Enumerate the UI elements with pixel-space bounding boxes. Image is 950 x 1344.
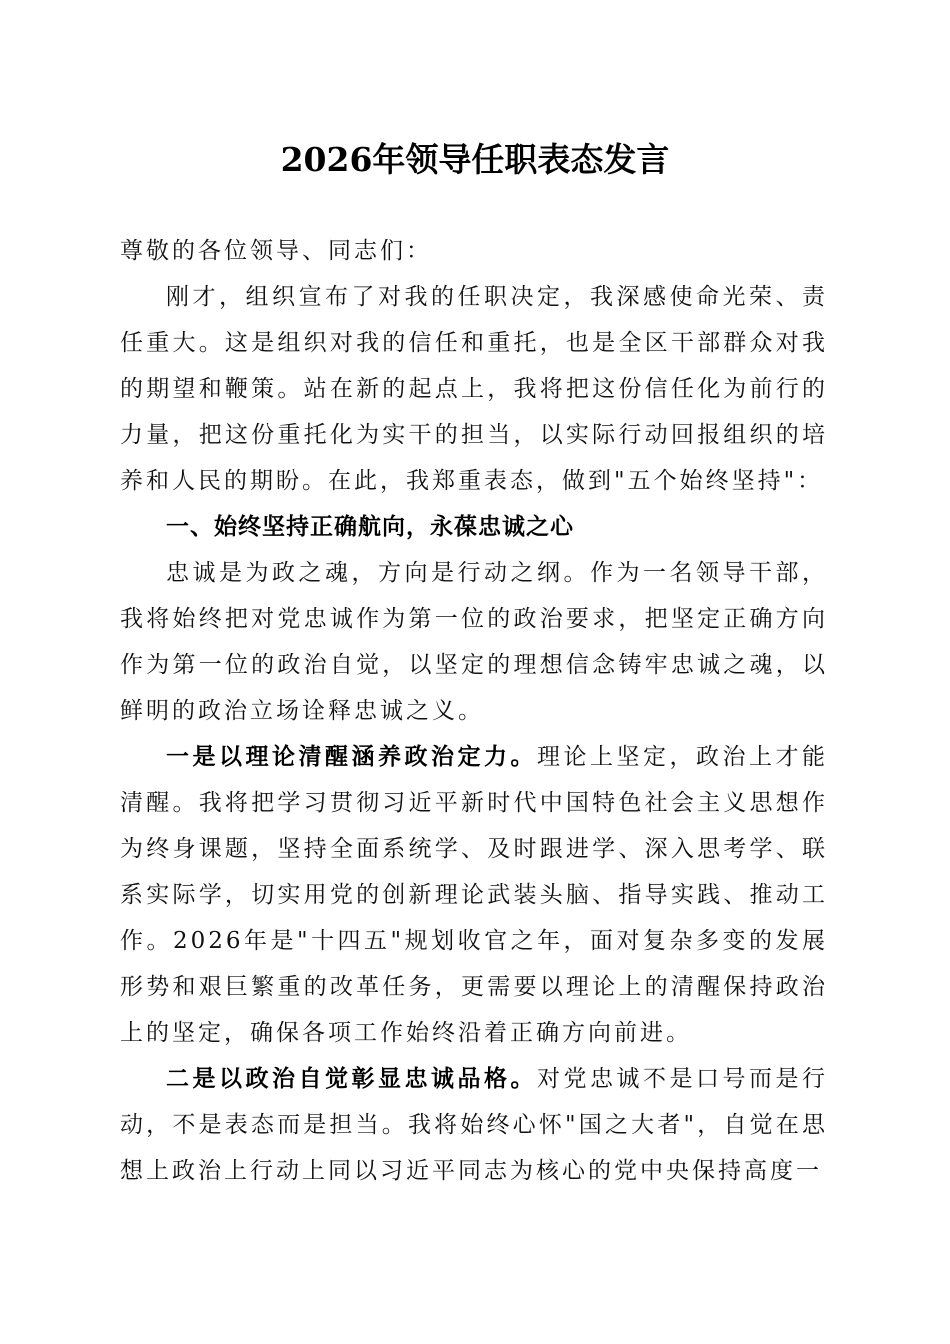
document-body — [120, 228, 828, 1194]
intro-paragraph: 刚才，组织宣布了对我的任职决定，我深感使命光荣、责任重大。这是组织对我的信任和重托，也是全区干部群众对我的期望和鞭策。站在新的起点上，我将把这份信任化为前行的力量，把这份重托化为实干的担当，以实际行动回报组织的培养和人民的期盼。在此，我郑重表态，做到"五个始终坚持"： — [120, 284, 828, 494]
section-1-paragraph: 忠诚是为政之魂，方向是行动之纲。作为一名领导干部，我将始终把对党忠诚作为第一位的政治要求，把坚定正确方向作为第一位的政治自觉，以坚定的理想信念铸牢忠诚之魂，以鲜明的政治立场诠释忠诚之义。 — [120, 560, 828, 724]
salutation: 尊敬的各位领导、同志们： — [120, 238, 432, 264]
point-1-lead: 一是以理论清醒涵养政治定力。 — [166, 743, 537, 770]
point-2-text: 对党忠诚不是口号而是行动，不是表态而是担当。我将始终心怀"国之大者"，自觉在思想上政治上行动上同以习近平同志为核心的党中央保持高度一 — [120, 1066, 828, 1184]
point-2-lead: 二是以政治自觉彰显忠诚品格。 — [166, 1065, 537, 1092]
point-1-paragraph — [120, 734, 828, 1056]
point-1-text: 理论上坚定，政治上才能清醒。我将把学习贯彻习近平新时代中国特色社会主义思想作为终身课题，坚持全面系统学、及时跟进学、深入思考学、联系实际学，切实用党的创新理论武装头脑、指导实践、推动工作。2026年是"十四五"规划收官之年，面对复杂多变的发展形势和艰巨繁重的改革任务，更需要以理论上的清醒保持政治上的坚定，确保各项工作始终沿着正确方向前进。 — [120, 744, 828, 1046]
document-title: 2026年领导任职表态发言 — [280, 140, 670, 179]
point-2-paragraph — [120, 1056, 828, 1194]
section-heading-1: 一、始终坚持正确航向，永葆忠诚之心 — [166, 514, 574, 540]
